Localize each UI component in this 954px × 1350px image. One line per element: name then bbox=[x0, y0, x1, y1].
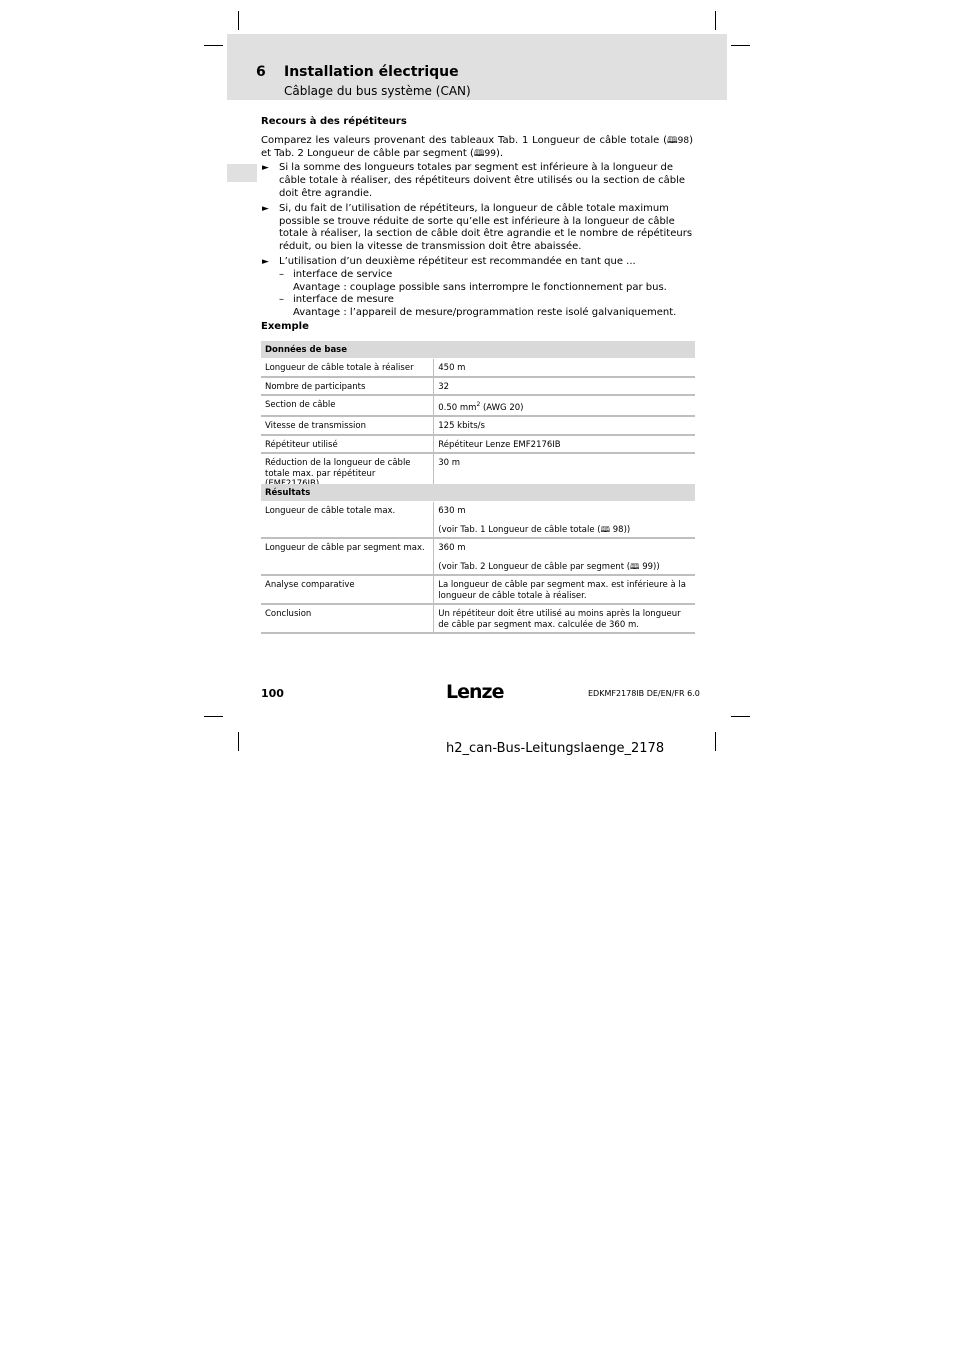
value-text: (AWG 20) bbox=[480, 402, 524, 413]
book-icon: 🕮 bbox=[473, 148, 485, 159]
chapter-number: 6 bbox=[256, 64, 266, 80]
table-row bbox=[261, 395, 695, 416]
table-row bbox=[261, 604, 695, 633]
cell-value: 450 m bbox=[434, 359, 695, 377]
results-table bbox=[261, 484, 695, 634]
book-icon: 🕮 bbox=[630, 561, 640, 571]
sub-item-title: interface de mesure bbox=[293, 294, 394, 306]
cell-value bbox=[434, 395, 695, 416]
sub-list-item bbox=[279, 269, 693, 295]
intro-text: Comparez les valeurs provenant des tableaux Tab. 1 Longueur de câble totale ( bbox=[261, 134, 668, 146]
page-number: 100 bbox=[261, 687, 284, 700]
document-code: EDKMF2178IB DE/EN/FR 6.0 bbox=[588, 689, 700, 698]
cell-label: Vitesse de transmission bbox=[261, 416, 434, 435]
intro-paragraph bbox=[261, 135, 693, 161]
sub-list bbox=[279, 269, 693, 320]
list-item bbox=[261, 203, 693, 254]
value-text: 360 m bbox=[438, 543, 466, 553]
cell-value: 32 bbox=[434, 377, 695, 396]
triangle-right-icon: ► bbox=[262, 163, 269, 174]
list-item bbox=[261, 256, 693, 320]
crop-mark bbox=[238, 732, 239, 751]
table-header: Données de base bbox=[261, 341, 695, 359]
crop-mark bbox=[715, 11, 716, 30]
crop-mark bbox=[204, 716, 223, 717]
table-row bbox=[261, 416, 695, 435]
cell-label: Nombre de participants bbox=[261, 377, 434, 396]
cell-label: Longueur de câble par segment max. bbox=[261, 538, 434, 575]
bullet-text: Si, du fait de l’utilisation de répétiteurs, la longueur de câble totale maximum possible se trouve réduite de sorte qu’elle est inférieure à la longueur de câble totale à réaliser, la section de câble doit être agrandie et le nombre de répétiteurs réduit, ou bien la vitesse de transmission doit être abaissée. bbox=[279, 202, 693, 253]
table-row bbox=[261, 502, 695, 539]
intro-text: ). bbox=[495, 147, 504, 159]
cell-label: Longueur de câble totale à réaliser bbox=[261, 359, 434, 377]
value-note: (voir Tab. 1 Longueur de câble totale ( bbox=[438, 524, 601, 535]
table-header: Résultats bbox=[261, 484, 695, 502]
crop-mark bbox=[238, 11, 239, 30]
value-text: 630 m bbox=[438, 506, 466, 516]
bullet-text: L’utilisation d’un deuxième répétiteur est recommandée en tant que ... bbox=[279, 255, 636, 267]
crop-mark bbox=[731, 716, 750, 717]
cell-label: Analyse comparative bbox=[261, 575, 434, 604]
sub-item-title: interface de service bbox=[293, 268, 393, 280]
section-heading: Recours à des répétiteurs bbox=[261, 116, 407, 127]
cell-label: Répétiteur utilisé bbox=[261, 435, 434, 454]
cell-value: Un répétiteur doit être utilisé au moins après la longueur de câble par segment max. calculée de 360 m. bbox=[434, 604, 695, 633]
cell-label: Section de câble bbox=[261, 395, 434, 416]
table-row bbox=[261, 359, 695, 377]
bullet-list bbox=[261, 162, 693, 320]
cell-label: Conclusion bbox=[261, 604, 434, 633]
intro-text: ) et Tab. 2 Longueur de câble par segment ( bbox=[261, 134, 693, 159]
chapter-title: Installation électrique bbox=[284, 64, 459, 80]
value-superscript: 2 bbox=[476, 401, 481, 408]
lenze-logo: Lenze bbox=[446, 681, 504, 703]
bullet-text: Si la somme des longueurs totales par segment est inférieure à la longueur de câble totale à réaliser, des répétiteurs doivent être utilisés ou la section de câble doit être agrandie. bbox=[279, 162, 686, 199]
table-row bbox=[261, 538, 695, 575]
dash-icon: – bbox=[279, 294, 284, 306]
value-note: (voir Tab. 2 Longueur de câble par segment ( bbox=[438, 561, 631, 572]
dash-icon: – bbox=[279, 268, 284, 280]
side-marker-tab bbox=[227, 164, 257, 182]
table-row bbox=[261, 575, 695, 604]
section-content bbox=[261, 116, 693, 334]
book-icon: 🕮 bbox=[600, 524, 611, 534]
figure-caption: h2_can-Bus-Leitungslaenge_2178 bbox=[446, 741, 665, 756]
value-note: )) bbox=[623, 524, 631, 535]
cell-value: La longueur de câble par segment max. est inférieure à la longueur de câble totale à réaliser. bbox=[434, 575, 695, 604]
cell-value: Répétiteur Lenze EMF2176IB bbox=[434, 435, 695, 454]
page-ref: 99 bbox=[642, 561, 654, 572]
triangle-right-icon: ► bbox=[262, 256, 269, 267]
book-icon: 🕮 bbox=[667, 135, 678, 146]
cell-label: Longueur de câble totale max. bbox=[261, 502, 434, 539]
table-row bbox=[261, 435, 695, 454]
sub-item-detail: Avantage : l’appareil de mesure/programmation reste isolé galvaniquement. bbox=[293, 307, 677, 319]
crop-mark bbox=[204, 45, 223, 46]
base-data-table bbox=[261, 341, 695, 495]
chapter-subtitle: Câblage du bus système (CAN) bbox=[284, 84, 471, 98]
table-row bbox=[261, 377, 695, 396]
sub-list-item bbox=[279, 294, 693, 320]
value-note: )) bbox=[653, 561, 660, 572]
sub-item-detail: Avantage : couplage possible sans interrompre le fonctionnement par bus. bbox=[293, 281, 667, 293]
cell-value: 125 kbits/s bbox=[434, 416, 695, 435]
cell-label: Réduction de la longueur de câble totale max. par répétiteur bbox=[261, 453, 434, 494]
page-ref: 98 bbox=[612, 524, 624, 535]
triangle-right-icon: ► bbox=[262, 203, 269, 214]
crop-mark bbox=[715, 732, 716, 751]
cell-value bbox=[434, 502, 695, 539]
value-text: 0.50 mm bbox=[438, 402, 477, 413]
cell-value: 30 m bbox=[434, 453, 695, 494]
crop-mark bbox=[731, 45, 750, 46]
list-item bbox=[261, 162, 693, 200]
example-heading: Exemple bbox=[261, 320, 309, 332]
page-ref: 98 bbox=[677, 135, 690, 146]
page-ref: 99 bbox=[484, 148, 496, 159]
cell-value bbox=[434, 538, 695, 575]
